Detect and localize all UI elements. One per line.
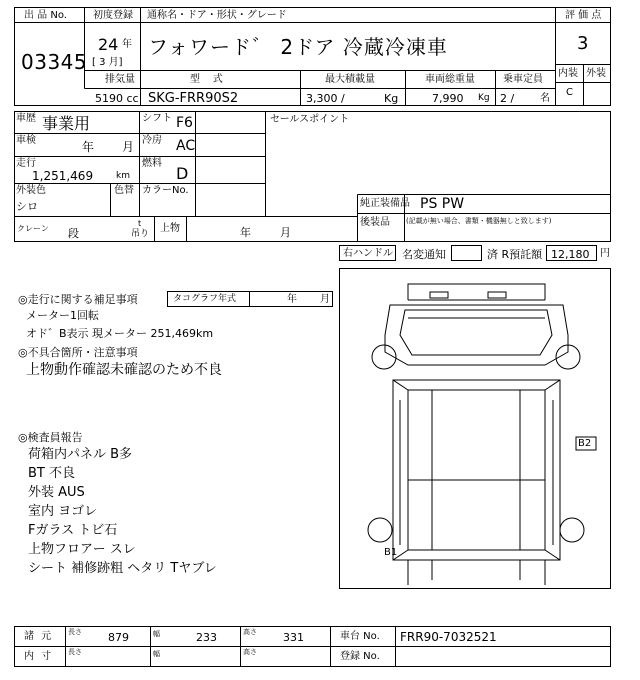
exterior-label: 外装	[586, 68, 606, 79]
capacity: 2 /	[500, 92, 515, 105]
aircon-label: 冷房	[142, 135, 162, 146]
width-value: 233	[196, 631, 217, 644]
max-load-label: 最大積載量	[325, 74, 375, 85]
first-reg-month: [ 3 月]	[92, 57, 123, 68]
driving-line-1: メーター1回転	[26, 309, 99, 322]
length-value: 879	[108, 631, 129, 644]
tachograph-month: 月	[320, 294, 330, 305]
inner-dimensions-label: 内 寸	[24, 651, 54, 662]
interior-label: 内装	[558, 68, 578, 79]
capacity-unit: 名	[540, 93, 550, 104]
crane-label: クレーン	[17, 224, 49, 233]
aircon: AC	[176, 138, 196, 154]
genuine-equipment: PS PW	[420, 196, 465, 212]
upper-year: 年	[240, 226, 251, 239]
length-label: 長さ	[68, 628, 82, 636]
shift-label: シフト	[142, 113, 172, 124]
gross-weight: 7,990	[432, 92, 464, 105]
name-change-label: 名変通知	[402, 248, 446, 261]
mileage: 1,251,469	[32, 169, 94, 183]
lot-number: 03345	[21, 50, 88, 74]
crane-stage: 段	[68, 227, 79, 240]
driving-label: ◎走行に関する補足事項	[18, 293, 138, 306]
exterior-color: シロ	[16, 200, 38, 213]
shift: F6	[176, 115, 193, 131]
sales-point-label: セールスポイント	[270, 114, 350, 125]
inner-length-label: 長さ	[68, 648, 82, 656]
inspection-year-unit: 年	[82, 140, 95, 154]
inner-height-label: 高さ	[243, 648, 257, 656]
interior-grade: C	[566, 87, 573, 98]
inspector-line: BT 不良	[28, 466, 75, 481]
inspector-line: シート 補修跡粗 ヘタリ Tヤブレ	[28, 561, 217, 576]
inspection-month-unit: 月	[122, 140, 135, 154]
color-no-label: カラーNo.	[142, 185, 189, 196]
gross-weight-label: 車両総重量	[425, 74, 475, 85]
history-label: 車歴	[16, 113, 36, 124]
inspector-label: ◎検査員報告	[18, 431, 83, 444]
defects-label: ◎不具合箇所・注意事項	[18, 346, 138, 359]
vehicle-name: フォワード゛ 2ドア 冷蔵冷凍車	[148, 35, 448, 59]
chassis-number: FRR90-7032521	[400, 630, 497, 644]
inspection-label: 車検	[16, 135, 36, 146]
lot-label: 出 品 No.	[24, 10, 67, 21]
tachograph-year: 年	[287, 294, 297, 305]
width-label: 幅	[153, 630, 160, 638]
inner-width-label: 幅	[153, 650, 160, 658]
tachograph-label: タコグラフ年式	[173, 294, 237, 304]
history: 事業用	[42, 114, 91, 133]
inspector-line: 室内 ヨゴレ	[28, 504, 98, 519]
recycle-label: 済 R預託額	[487, 248, 543, 261]
crane-hook: 吊り	[131, 229, 150, 239]
inspector-line: 荷箱内パネル B多	[28, 447, 133, 462]
truck-diagram	[368, 284, 596, 585]
max-load: 3,300 /	[306, 92, 345, 105]
right-handle: 右ハンドル	[343, 248, 393, 259]
rating-value: 3	[577, 33, 589, 54]
damage-mark-b2: B2	[578, 438, 592, 449]
aftermarket-label: 後装品	[360, 217, 390, 228]
max-load-unit: Kg	[384, 92, 399, 105]
damage-mark-b1: B1	[384, 547, 398, 558]
displacement-label: 排気量	[105, 74, 135, 85]
fuel: D	[176, 164, 189, 183]
recycle-unit: 円	[600, 248, 610, 259]
crane-ton: t	[138, 219, 142, 228]
name-label: 通称名・ドア・形状・グレード	[147, 10, 287, 21]
inspector-line: 上物フロアー スレ	[28, 542, 136, 557]
exterior-color-label: 外装色	[16, 185, 46, 196]
defects-line-1: 上物動作確認未確認のため不良	[26, 362, 222, 378]
color-change-label: 色替	[114, 185, 134, 196]
first-reg-label: 初度登録	[93, 10, 133, 21]
upper-month: 月	[280, 226, 291, 239]
inspector-line: Fガラス トビ石	[28, 523, 118, 538]
chassis-label: 車台 No.	[340, 631, 380, 642]
model: SKG-FRR90S2	[148, 91, 239, 106]
inspector-line: 外装 AUS	[28, 485, 85, 500]
height-label: 高さ	[243, 628, 257, 636]
first-reg-year: 24	[98, 35, 119, 54]
mileage-unit: km	[116, 171, 130, 181]
genuine-equipment-label: 純正装備品	[360, 198, 410, 209]
fuel-label: 燃料	[142, 158, 162, 169]
gross-weight-unit: Kg	[478, 93, 490, 103]
driving-line-2: オド゛B表示 現メーター 251,469km	[26, 327, 214, 340]
aftermarket-note: (記載が無い場合、書類・機器無しと致します)	[406, 217, 552, 225]
model-label: 型 式	[190, 74, 223, 85]
capacity-label: 乗車定員	[503, 74, 543, 85]
mileage-label: 走行	[16, 158, 36, 169]
upper-label: 上物	[160, 223, 180, 234]
rating-label: 評 価 点	[565, 10, 602, 21]
recycle-amount: 12,180	[551, 248, 590, 261]
year-unit: 年	[122, 39, 132, 50]
dimensions-label: 諸 元	[24, 631, 54, 642]
registration-label: 登録 No.	[340, 651, 380, 662]
height-value: 331	[283, 631, 304, 644]
displacement: 5190 cc	[95, 92, 139, 105]
